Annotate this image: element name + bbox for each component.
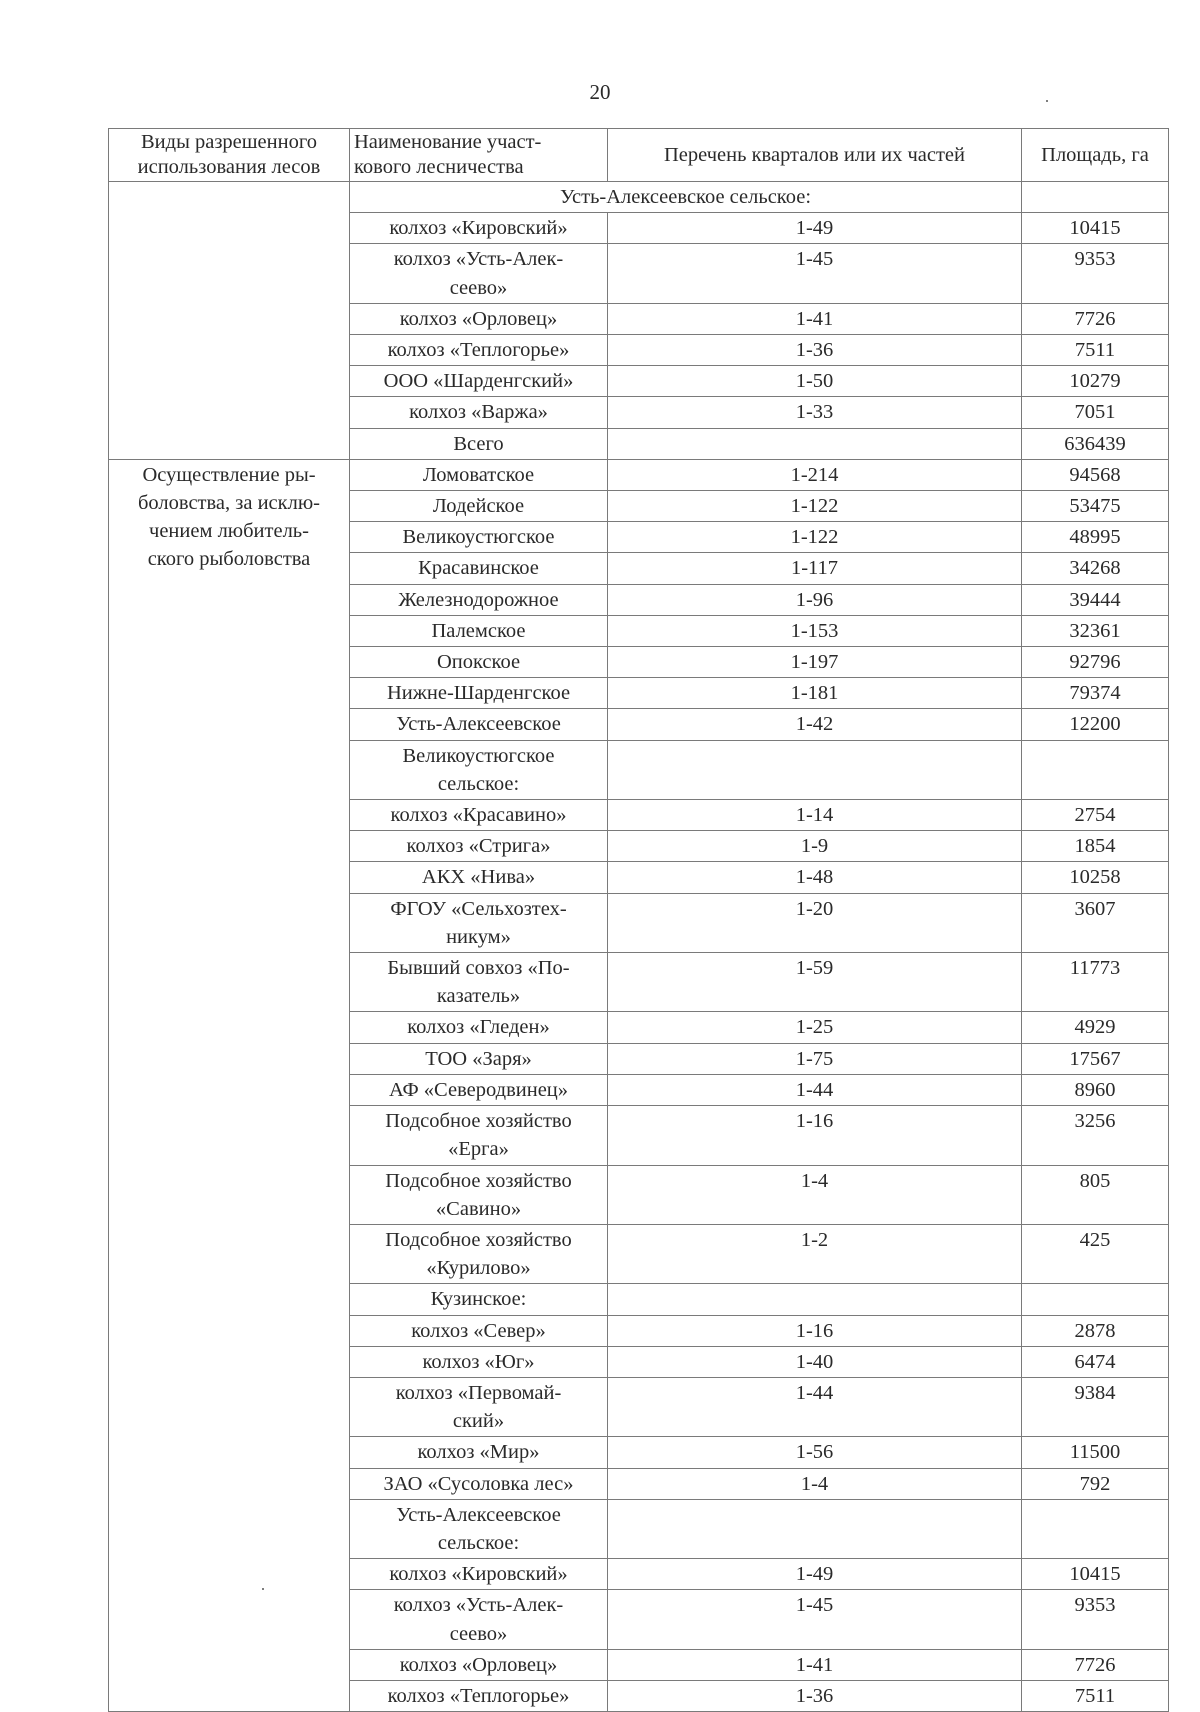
quarters-cell: 1-45 [608, 244, 1022, 303]
quarters-cell: 1-181 [608, 678, 1022, 709]
quarters-cell: 1-48 [608, 862, 1022, 893]
forestry-name-cell [350, 1377, 608, 1436]
forestry-name-cell: Палемское [350, 615, 608, 646]
area-cell: 6474 [1022, 1346, 1169, 1377]
table-row [109, 459, 1169, 490]
quarters-cell: 1-41 [608, 1649, 1022, 1680]
area-cell: 10415 [1022, 1559, 1169, 1590]
quarters-cell: 1-2 [608, 1224, 1022, 1283]
quarters-cell [608, 428, 1022, 459]
forestry-name-line: Бывший совхоз «По- [387, 957, 570, 980]
quarters-cell: 1-59 [608, 953, 1022, 1012]
forestry-name-cell: Кузинское: [350, 1284, 608, 1315]
area-cell: 805 [1022, 1165, 1169, 1224]
forestry-name-cell: колхоз «Теплогорье» [350, 335, 608, 366]
area-cell: 94568 [1022, 459, 1169, 490]
table-body [109, 182, 1169, 1712]
area-cell: 2878 [1022, 1315, 1169, 1346]
forest-use-table [108, 128, 1169, 1712]
forestry-name-cell [350, 893, 608, 952]
area-cell: 10279 [1022, 366, 1169, 397]
forestry-name-line: «Ерга» [448, 1138, 509, 1161]
forestry-name-line: Великоустюгское [402, 744, 555, 767]
quarters-cell: 1-4 [608, 1165, 1022, 1224]
forestry-name-cell: колхоз «Орловец» [350, 1649, 608, 1680]
page-number: 20 [589, 80, 611, 104]
area-cell: 11773 [1022, 953, 1169, 1012]
area-cell: 7726 [1022, 303, 1169, 334]
area-cell: 53475 [1022, 491, 1169, 522]
area-cell: 34268 [1022, 553, 1169, 584]
forestry-name-cell [350, 953, 608, 1012]
forestry-name-cell [350, 1499, 608, 1558]
area-cell: 9353 [1022, 244, 1169, 303]
forestry-name-line: Усть-Алексеевское [396, 1503, 561, 1526]
quarters-cell: 1-36 [608, 1680, 1022, 1711]
scan-speck [1046, 100, 1048, 102]
area-cell: 3256 [1022, 1106, 1169, 1165]
forestry-name-cell: колхоз «Орловец» [350, 303, 608, 334]
quarters-cell: 1-33 [608, 397, 1022, 428]
header-use [109, 129, 350, 182]
forestry-name-cell: колхоз «Красавино» [350, 800, 608, 831]
area-cell: 32361 [1022, 615, 1169, 646]
forestry-name-line: колхоз «Усть-Алек- [393, 1594, 564, 1617]
area-cell [1022, 182, 1169, 213]
quarters-cell: 1-49 [608, 213, 1022, 244]
area-cell: 7511 [1022, 1680, 1169, 1711]
header-name-line: кового лесничества [354, 156, 524, 178]
quarters-cell: 1-4 [608, 1468, 1022, 1499]
quarters-cell: 1-36 [608, 335, 1022, 366]
quarters-cell: 1-40 [608, 1346, 1022, 1377]
quarters-cell: 1-75 [608, 1043, 1022, 1074]
table-header-row [109, 129, 1169, 182]
forestry-name-cell: колхоз «Кировский» [350, 213, 608, 244]
forestry-name-cell [350, 244, 608, 303]
forestry-name-cell: колхоз «Кировский» [350, 1559, 608, 1590]
area-cell [1022, 1284, 1169, 1315]
forestry-name-line: сеево» [449, 276, 508, 299]
forestry-name-cell: ООО «Шарденгский» [350, 366, 608, 397]
area-cell: 3607 [1022, 893, 1169, 952]
area-cell: 17567 [1022, 1043, 1169, 1074]
area-cell: 4929 [1022, 1012, 1169, 1043]
quarters-cell: 1-20 [608, 893, 1022, 952]
area-cell: 7051 [1022, 397, 1169, 428]
forestry-name-line: ФГОУ «Сельхозтех- [390, 897, 567, 920]
area-cell: 1854 [1022, 831, 1169, 862]
forestry-name-cell: колхоз «Юг» [350, 1346, 608, 1377]
forestry-name-cell: Лодейское [350, 491, 608, 522]
quarters-cell: 1-42 [608, 709, 1022, 740]
forestry-name-cell: Усть-Алексеевское [350, 709, 608, 740]
quarters-cell: 1-197 [608, 647, 1022, 678]
use-category-line: чением любитель- [149, 520, 309, 543]
forestry-name-line: «Курилово» [426, 1257, 531, 1280]
forestry-name-cell: Великоустюгское [350, 522, 608, 553]
forestry-name-line: никум» [446, 925, 511, 948]
forestry-name-line: Подсобное хозяйство [385, 1228, 572, 1251]
area-cell: 12200 [1022, 709, 1169, 740]
forestry-name-cell: Всего [350, 428, 608, 459]
quarters-cell: 1-122 [608, 522, 1022, 553]
forestry-name-cell: колхоз «Гледен» [350, 1012, 608, 1043]
forestry-name-cell: Усть-Алексеевское сельское: [350, 182, 1022, 213]
forestry-name-line: сельское: [437, 1531, 520, 1554]
forestry-name-cell: колхоз «Мир» [350, 1437, 608, 1468]
forestry-name-line: ский» [452, 1410, 505, 1433]
header-use-line: Виды разрешенного [141, 131, 317, 153]
forestry-name-cell: ТОО «Заря» [350, 1043, 608, 1074]
area-cell: 9353 [1022, 1590, 1169, 1649]
forestry-name-cell: Нижне-Шарденгское [350, 678, 608, 709]
use-category-line: Осуществление ры- [142, 463, 316, 486]
use-category-cell [109, 459, 350, 1711]
quarters-cell: 1-49 [608, 1559, 1022, 1590]
forestry-name-cell: АКХ «Нива» [350, 862, 608, 893]
forestry-name-cell: колхоз «Стрига» [350, 831, 608, 862]
quarters-cell: 1-14 [608, 800, 1022, 831]
area-cell: 9384 [1022, 1377, 1169, 1436]
forestry-name-cell [350, 740, 608, 799]
use-category-line: ского рыболовства [147, 548, 311, 571]
quarters-cell: 1-122 [608, 491, 1022, 522]
area-cell: 79374 [1022, 678, 1169, 709]
quarters-cell: 1-50 [608, 366, 1022, 397]
area-cell: 8960 [1022, 1074, 1169, 1105]
area-cell [1022, 1499, 1169, 1558]
quarters-cell: 1-16 [608, 1106, 1022, 1165]
forestry-name-line: казатель» [436, 985, 521, 1008]
area-cell: 7511 [1022, 335, 1169, 366]
header-name-line: Наименование участ- [354, 131, 542, 153]
quarters-cell: 1-16 [608, 1315, 1022, 1346]
quarters-cell: 1-9 [608, 831, 1022, 862]
header-area: Площадь, га [1022, 129, 1169, 182]
forestry-name-cell [350, 1106, 608, 1165]
area-cell [1022, 740, 1169, 799]
area-cell: 92796 [1022, 647, 1169, 678]
forestry-name-cell: Железнодорожное [350, 584, 608, 615]
area-cell: 636439 [1022, 428, 1169, 459]
area-cell: 10415 [1022, 213, 1169, 244]
forestry-name-cell: Опокское [350, 647, 608, 678]
area-cell: 48995 [1022, 522, 1169, 553]
quarters-cell: 1-214 [608, 459, 1022, 490]
area-cell: 7726 [1022, 1649, 1169, 1680]
forestry-name-line: Подсобное хозяйство [385, 1169, 572, 1192]
area-cell: 792 [1022, 1468, 1169, 1499]
forestry-name-cell: АФ «Северодвинец» [350, 1074, 608, 1105]
forestry-name-cell: колхоз «Север» [350, 1315, 608, 1346]
forestry-name-cell: колхоз «Варжа» [350, 397, 608, 428]
header-quarters: Перечень кварталов или их частей [608, 129, 1022, 182]
quarters-cell [608, 1284, 1022, 1315]
forestry-name-cell [350, 1224, 608, 1283]
forestry-name-cell: колхоз «Теплогорье» [350, 1680, 608, 1711]
forestry-name-line: Подсобное хозяйство [385, 1110, 572, 1133]
quarters-cell: 1-45 [608, 1590, 1022, 1649]
area-cell: 425 [1022, 1224, 1169, 1283]
quarters-cell: 1-96 [608, 584, 1022, 615]
quarters-cell: 1-41 [608, 303, 1022, 334]
forestry-name-line: сеево» [449, 1622, 508, 1645]
quarters-cell: 1-117 [608, 553, 1022, 584]
use-category-line: боловства, за исклю- [138, 492, 320, 515]
area-cell: 11500 [1022, 1437, 1169, 1468]
area-cell: 39444 [1022, 584, 1169, 615]
quarters-cell [608, 740, 1022, 799]
forestry-name-cell [350, 1165, 608, 1224]
quarters-cell: 1-44 [608, 1377, 1022, 1436]
area-cell: 10258 [1022, 862, 1169, 893]
table-row [109, 182, 1169, 213]
forestry-name-line: колхоз «Усть-Алек- [393, 248, 564, 271]
forestry-name-cell: ЗАО «Сусоловка лес» [350, 1468, 608, 1499]
forestry-name-line: сельское: [437, 772, 520, 795]
quarters-cell: 1-153 [608, 615, 1022, 646]
forestry-name-cell [350, 1590, 608, 1649]
quarters-cell: 1-56 [608, 1437, 1022, 1468]
area-cell: 2754 [1022, 800, 1169, 831]
use-category-cell [109, 182, 350, 460]
forestry-name-cell: Красавинское [350, 553, 608, 584]
quarters-cell [608, 1499, 1022, 1558]
forestry-name-line: колхоз «Первомай- [395, 1381, 562, 1404]
forestry-name-cell: Ломоватское [350, 459, 608, 490]
forestry-name-line: «Савино» [435, 1197, 522, 1220]
quarters-cell: 1-25 [608, 1012, 1022, 1043]
header-use-line: использования лесов [137, 156, 321, 178]
quarters-cell: 1-44 [608, 1074, 1022, 1105]
header-name [350, 129, 608, 182]
